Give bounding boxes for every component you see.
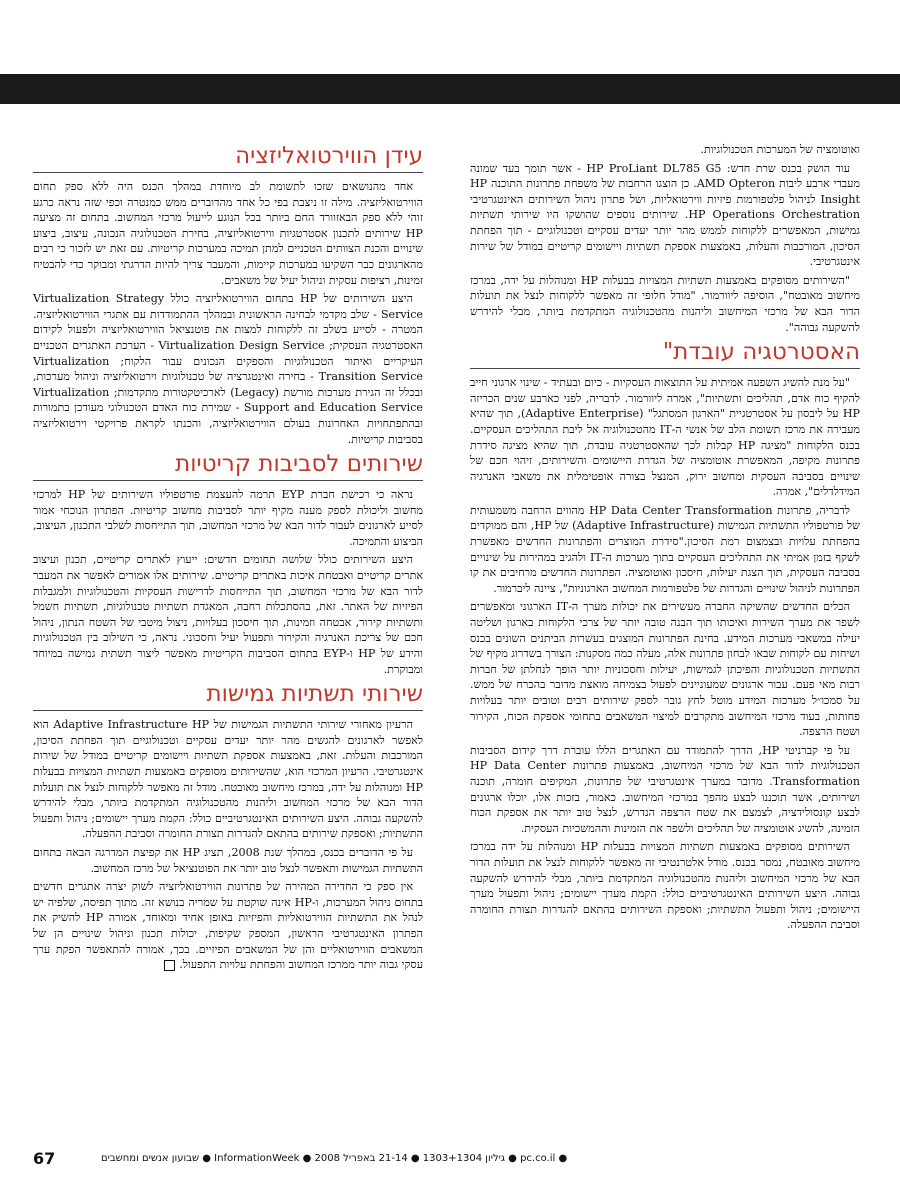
paragraph: נראה כי רכישת חברת EYP תרמה להעצמת פורטפוליו השירותים של HP למרכזי מחשוב וליכולת לספק מענה מקיף יותר לסביבות מחשוב קריטיות. הפתרון הנוכחי אמור לסייע לארגונים לעבור לדור הבא של מרכזי המחשוב, תוך התייחסות לשלבי התכנון, העיצוב, הביצוע והתמיכה.	[33, 488, 423, 548]
paragraph: "השירותים מסופקים באמצעות תשתיות המצויות בבעלות HP ומנוהלות על ידה, במרכז מיחשוב מאובטח", הוסיפה ליוורמור. "מודל חלופי זה מאפשר ללקוחות לנצל את תועלות הדור הבא של מרכזי המיחשוב וליהנות מהטכנולוגיה המתקדמת ביותר, מבלי להידרש להשקעה גבוהה".	[470, 273, 860, 334]
paragraph: הרעיון מאחורי שירותי התשתיות הגמישות של Adaptive Infrastructure HP הוא לאפשר לארגונים להגשים מהר יותר יעדים עסקיים וטכנולוגיים תוך הפחתת הסיכון, המורכבות והעלות. זאת, באמצעות אספקת תשתיות ויישומים קריטיים במודל של שירות אינטגרטיבי. הרעיון המרכזי הוא, שהשירותים מסופקים באמצעות תשתיות המצויות בבעלות HP ומנוהלות על ידה, במרכז מיחשוב מאובטח. מודל זה מאפשר ללקוחות לנצל את תועלות הדור הבא של מרכזי המחשוב וליהנות מהטכנולוגיה המתקדמת ביותר, מבלי להידרש להשקעה גבוהה. היצע השירותים האינטגרטיביים כולל: הקמת מערך יישומים; ניהול ותפעול התשתיות; ואספקת שירותים בהתאם להגדרות תצורת החומרה וסביבת ההפעלה.	[33, 718, 423, 841]
paragraph: היצע השירותים כולל שלושה תחומים חדשים: ייעוץ לאתרים קריטיים, תכנון ועיצוב אתרים קריטיים ואבטחת איכות באתרים קריטיים. שירותים אלו אמורים לאפשר את המעבר לדור הבא של מרכזי המחשוב, תוך התייחסות לדרישות העסקיות והטכנולוגיות ולמגבלות הפיזיות של האתר. זאת, בהסתכלות רחבה, המאגדת תשתיות טכנולוגיות, תשתיות חשמל ותשתיות קירור, אבטחה וזמינות, תוך חיסכון בעלויות, ניצול מיטבי של השטח הנתון, ניהול חכם של צריכת האנרגיה והקירור ותפעול יעיל וחסכוני. נראה, כי השילוב בין הטכנולוגיות והידע של HP ו-EYP בתחום הסביבות הקריטיות מאפשר ליצור תשתית גמישה במיוחד ומבוקרת.	[33, 553, 424, 676]
paragraph: אחד מהנושאים שזכו לתשומת לב מיוחדת במהלך הכנס היה ללא ספק תחום הווירטואליזציה. מילה זו ניצבת בפי כל אחד מהדוברים ממש כמנטרה וכפי שזה נראה כרגע זוהי ללא ספק הבאזוורד החם ביותר בכל הנוגע לייעול מרכזי המחשוב. בתחום זה מציעה HP שירותים לתכנון אסטרטגיות ווירטואליזציה, בחירת הטכנולוגיה הנכונה, עיצוב, ביצוע שינויים והכנת הצוותים הטכניים למתן תמיכה במערכות קריטיות. עם זאת יש לזכור כי רבים מהארגונים כבר השקיעו במערכות קיימות, והמעבר צריך להיות הדרגתי ומבוקר כדי להבטיח זמינות, רציפות עסקית וניהול יעיל של משאבים.	[33, 180, 423, 287]
paragraph: על פי קברניטי HP, הדרך להתמודד עם האתגרים הללו עוברת דרך קידום הסביבות הטכנולוגיות לדור הבא של מרכזי המיחשוב, באמצעות פתרונות HP Data Center Transformation. מדובר במערך אינטגרטיבי של פתרונות, המקיפים חומרה, תוכנה ושירותים, אשר תוכננו לבצע מהפך במרכזי המיחשוב. כאמור, בזכות אלו, יוכלו ארגונים לבצע קונסולידציה, לצמצם את שטח הרצפה הנדרש, לנצל טוב יותר את אספקת הכוח הזמינה, להשיג אוטומציה של תהליכים ולשפר את הזמינות וההמשכיות העסקית.	[470, 743, 860, 835]
paragraph: הכלים החדשים שהשיקה החברה מעשירים את יכולות מערך ה-IT הארגוני ומאפשרים לשפר את מערך השירות ואיכותו תוך הבנה טובה יותר של צרכי הלקוחות בארגון ושליטה יעילה במשאבי מערכות המידע. בחינת הפתרונות המוצגים בעשרות הביתנים השונים בכנס ושיחות עם לקוחות שבאו לבחון פתרונות אלה, מעלה כמה מסקנות: הצורך בשדרוג מקיף של התשתיות הטכנולוגיות והפיכתן לגמישות, יעילות וחסכוניות יותר הופך לנחלתן של חברות רבות מאי פעם. עבור ארגונים שמעוניינים לפעול בצמיחה מואצת מדובר בהכרח של ממש. על סמכו״ל מערכות המידע מוטל לחץ גובר לספק שירותים רבים וטובים יותר בעלויות פחותות, בעוד מרכזי המיחשוב מתקרבים למיצוי המשאבים בתחומי אספקת הכוח, הקירור ושטח הרצפה.	[470, 600, 860, 739]
page-number: 67	[33, 1149, 56, 1168]
end-of-article-icon	[164, 960, 175, 971]
section-heading-critical: שירותים לסביבות קריטיות	[33, 450, 423, 481]
paragraph: "על מנת להשיג השפעה אמיתית על התוצאות העסקיות - כיום ובעתיד - שינוי ארגוני חייב להקיף כוח אדם, תהליכים ותשתיות", אמרה ליוורמור. לדבריה, לפני כארבע שנים הכריזה HP על ליבסון על אסטרטגיית "הארגון המסתגל" (Adaptive Enterprise), תוך שהיא מעבירה את מרכז תשומת הלב של אנשי ה-IT מהטכנולוגיה אל ליבת התהליכים העסקיים. בכנס הלקוחות "מציגה HP קבלות לכך שהאסטרטגיה עובדת, תוך שהיא מציגה סידרת פתרונות מקיפה, המאפשרת אוטומציה של הגדרת היישומים והשירותים, זיהוי חכם של שינויים בסביבה העסקית ומחשוב ירוק, המנצל בצורה אופטימלית את משאבי האנרגיה המידלדלים", אמרה.	[470, 376, 861, 499]
paragraph: עוד הושק בכנס שרת חדש: HP ProLiant DL785 G5 - אשר תומך בעד שמונה מעבדי ארבע ליבות AMD Opteron. כן הוצגו הרחבות של משפחת פתרונות התוכנה HP Insight לניהול פלטפורמות פיזיות ווירטואליות, ושל פתרון ניהול השירותים האינטגרטיבי HP Operations Orchestration. שירותים נוספים שהושקו היו שירותי תשתיות גמישות, המאפשרים ללקוחות לממש מהר יותר יעדים עסקיים וטכנולוגיים - תוך הפחתת הסיכון, המורכבות והעלות, באמצעות אספקת תשתיות ויישומים קריטיים במודל של שירות אינטגרטיבי.	[470, 161, 860, 269]
section-heading-strategy: האסטרטגיה עובדת"	[470, 338, 860, 369]
paragraph: השירותים מסופקים באמצעות תשתיות המצויות בבעלות HP ומנוהלות על ידה במרכז מיחשוב מאובטח, נמסר בכנס. מודל אלטרנטיבי זה מאפשר ללקוחות לנצל את תועלות הדור הבא של מרכזי המיחשוב וליהנות מהטכנולוגיה המתקדמת ביותר, מבלי להידרש להשקעה גבוהה. היצע השירותים האינטגרטיביים כולל: הקמת מערך יישומים; ניהול ותפעול מערך היישומים; ניהול ותפעול התשתיות; ואספקת השירותים בהתאם להגדרות תצורת החומרה וסביבת ההפעלה.	[470, 840, 860, 932]
paragraph-text: אין ספק כי החדירה המהירה של פתרונות הווירטואליזציה לשוק יצרה אתגרים חדשים בתחום ניהול המערכות, ו-HP אינה שוקטת על שמריה בנושא זה. מתוך תפיסה, שלפיה יש לנהל את התשתיות הווירטואליות והפיזיות באופן אחיד ומאוחד, אמורה HP להשיק את הפתרון האינטגרטיבי הראשון, המספק שקיפות, יכולות תכנון וניהול שינויים הן של המשאבים הווירטואליים והן של המשאבים הפיזיים. בכך, אמורה להתאפשר הפקת ערך עסקי גבוה יותר ממרכז המחשוב והפחתת עלויות התפעול.	[33, 880, 424, 972]
right-column	[470, 142, 860, 936]
paragraph: ואוטומציה של המערכות הטכנולוגיות.	[700, 143, 860, 156]
footer-text: שבועון אנשים ומחשבים ● InformationWeek ● גיליון 1303+1304 ● 21-14 באפריל 2008 ● pc.co.il ●	[101, 1153, 568, 1164]
paragraph: לדבריה, פתרונות HP Data Center Transformation מהווים הרחבה משמעותית של פורטפוליו התשתיות הגמישות (Adaptive Infrastructure) של HP, והם ממוקדים בהפחתת עלויות ובצמצום רמת הסיכון."סידרת המוצרים והפתרונות החדשים מאפשרת לשקף בזמן אמיתי את התהליכים העסקיים בתוך מערכות ה-IT ולהגיב במהירות על שינויים בסביבה העסקית, תוך הצגת יעילות, חיסכון ואוטומציה. הפתרונות החדשים מרחיבים את קו הפתרונות לניהול שינויים והגדרות של פלטפורמות המחשוב הארגוניות", ציינה ליברמור.	[470, 503, 860, 595]
paragraph: על פי הדוברים בכנס, במהלך שנת 2008, תציג HP את קפיצת המדרגה הבאה בתחום התשתיות הגמישות ותאפשר לנצל טוב יותר את הפוטנציאל של מרכז המחשוב.	[33, 845, 423, 875]
paragraph: היצע השירותים של HP בתחום הווירטואליזציה כולל Virtualization Strategy Service - שלב מקדמי לבחינה הראשונית ובמהלך ההתמודדות עם אתגרי הווירטואליזציה. המטרה - לסייע בשלב זה ללקוחות למצות את פוטנציאל הווירטואליזציה ולפעול לקידום האסטרטגיה העסקית; Virtualization Design Service - הערכת האתגרים הטכניים העיקריים ואיתור הטכנולוגיות והספקים הנכונים עבור הלקוח; Virtualization Transition Service - בחירה ואינטגרציה של טכנולוגיות וירטואליזציה וניהול מערכות, ובכלל זה הגירת מערכות מורשת (Legacy) לארכיטקטורות מתקדמות; Virtualization Support and Education Service - שמירת כוח האדם הטכנולוגי מעודכן בתמורות ובהתפתחויות האחרונות בעולם הווירטואליזציה, והכנתו לקראת פרויקטי וירטואליזציה בסביבות קריטיות.	[33, 292, 423, 446]
section-heading-virtualization: עידן הווירטואליזציה	[33, 142, 423, 173]
paragraph-last	[33, 879, 423, 973]
top-black-bar	[0, 74, 900, 104]
section-heading-adaptive: שירותי תשתיות גמישות	[33, 680, 423, 711]
left-column	[33, 142, 423, 976]
